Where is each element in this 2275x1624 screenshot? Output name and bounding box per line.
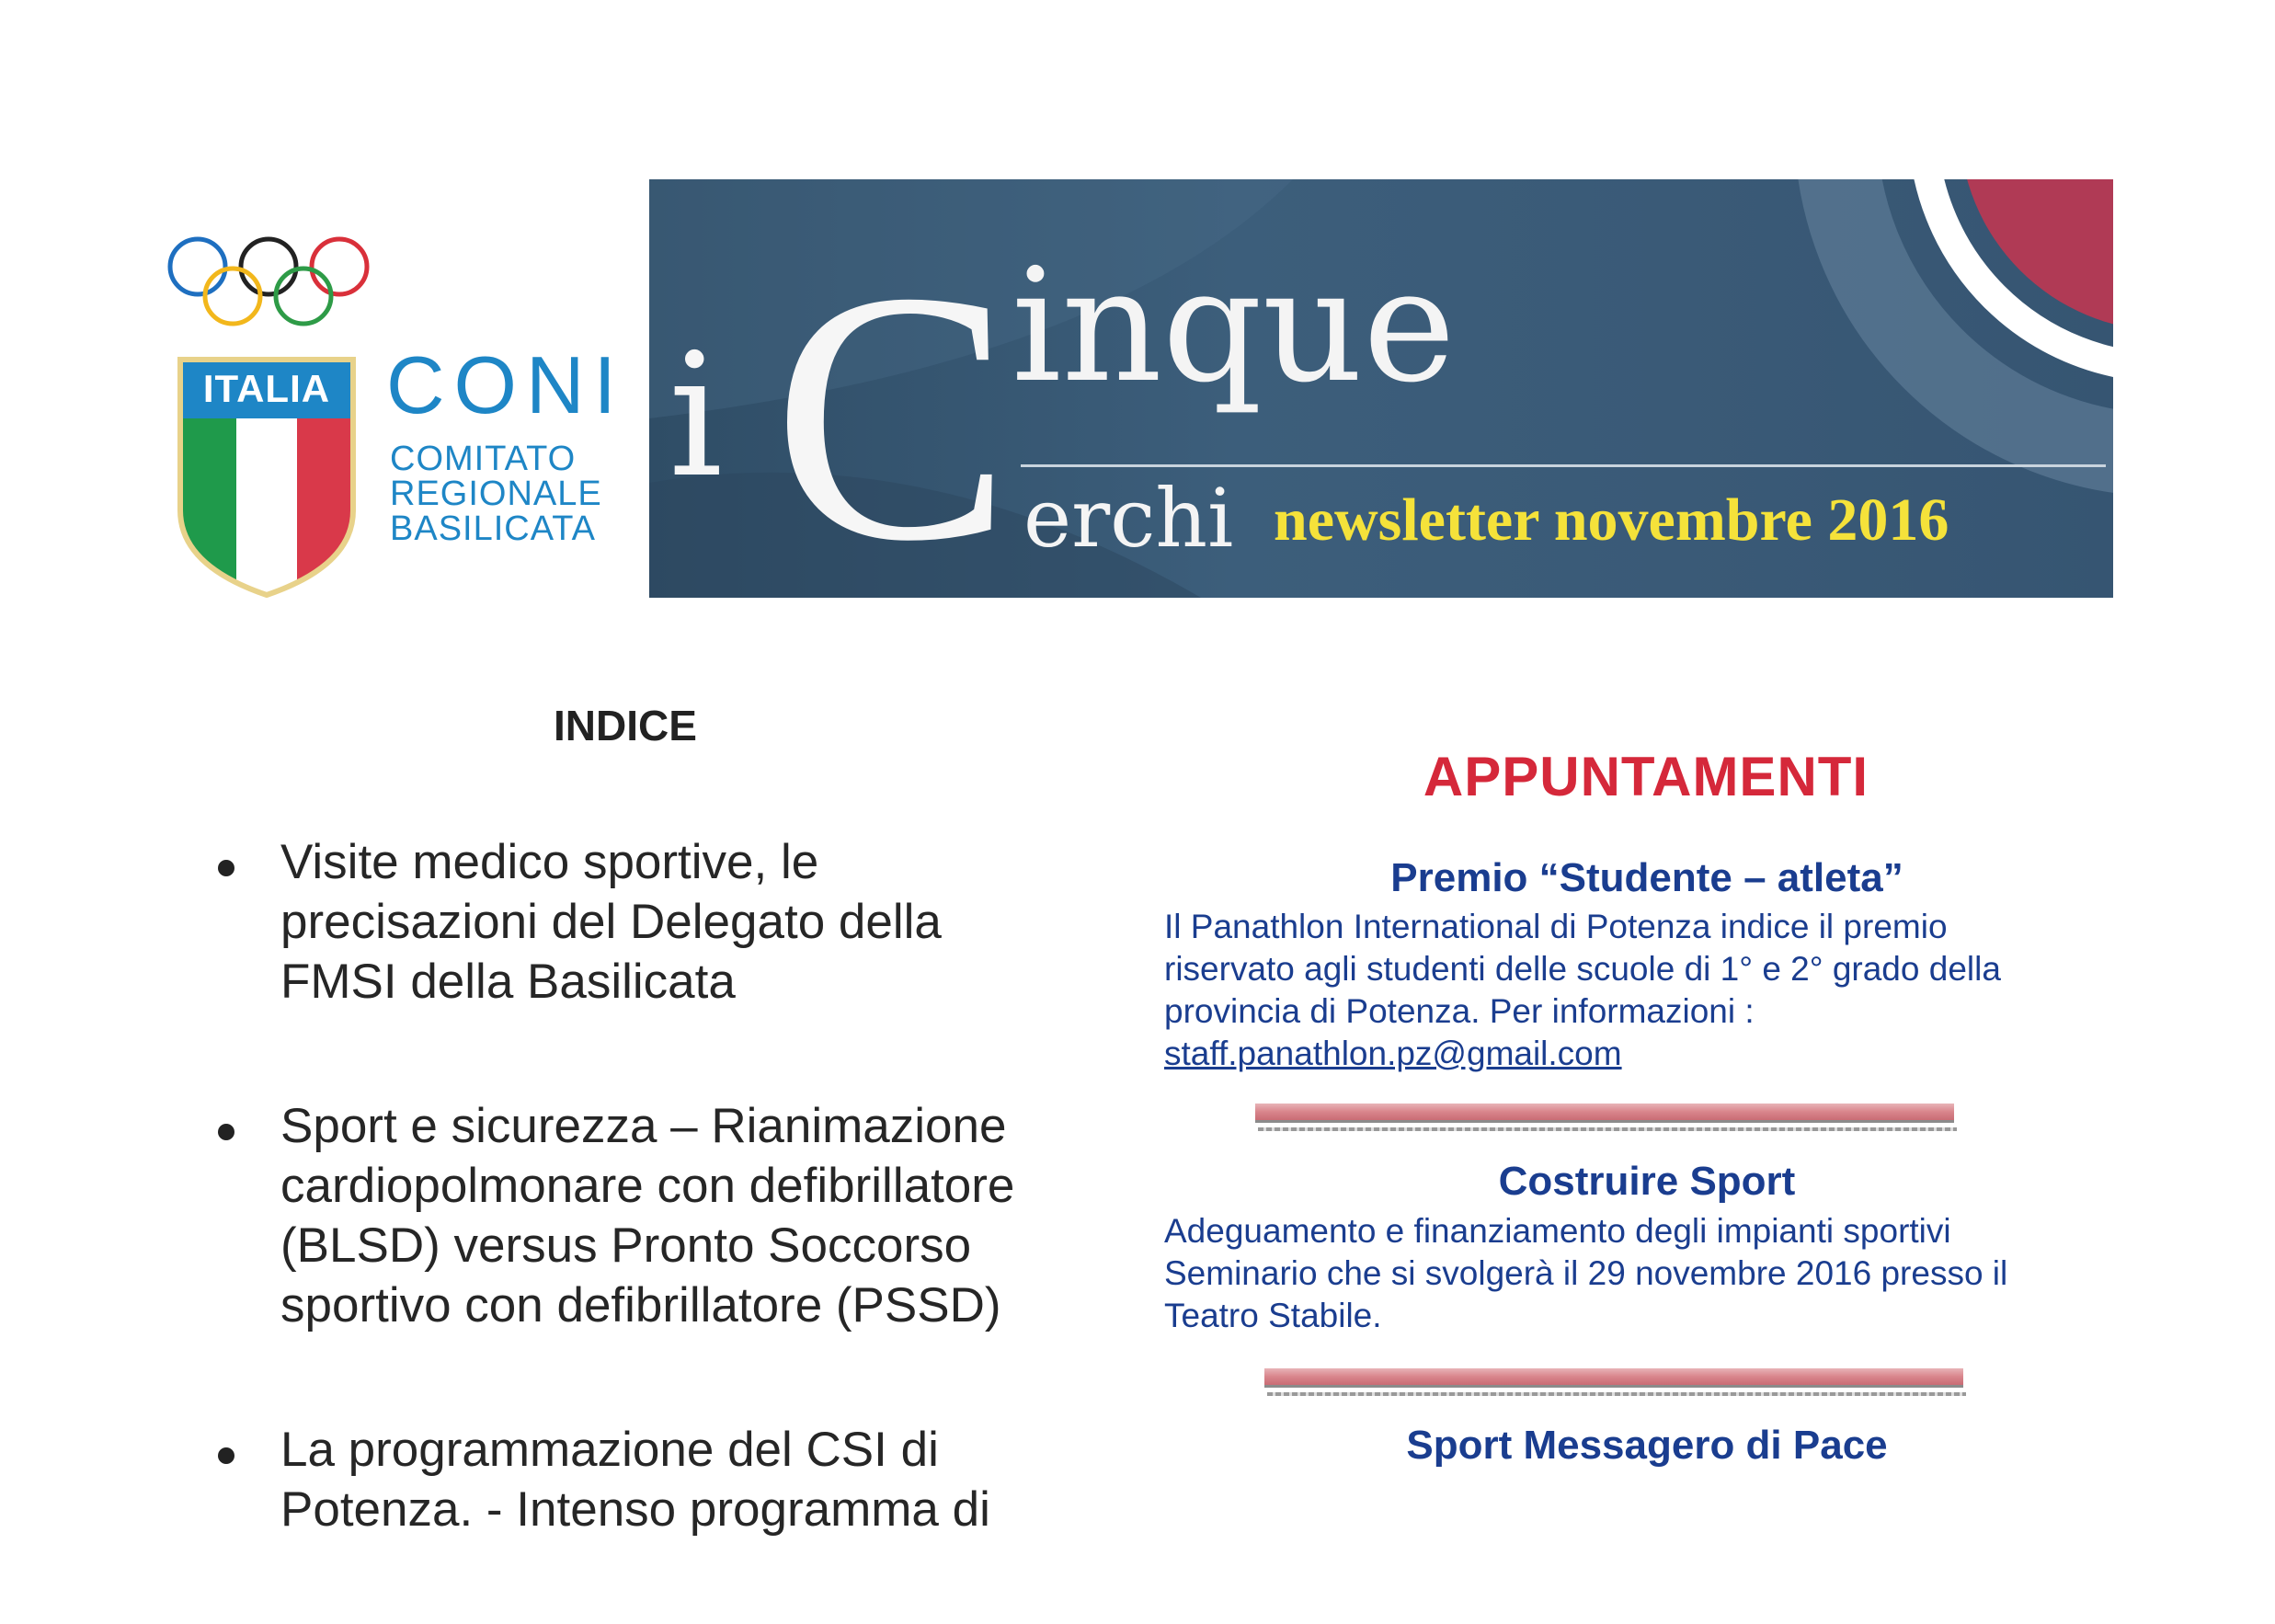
email-link[interactable]: staff.panathlon.pz@gmail.com xyxy=(1164,1035,1622,1072)
bullet-icon xyxy=(218,1124,234,1140)
index-item-text xyxy=(280,1096,1094,1335)
index-list xyxy=(211,832,1094,1624)
index-item[interactable] xyxy=(211,1420,1094,1539)
index-line: La programmazione del CSI di xyxy=(280,1423,939,1477)
olympic-rings-icon xyxy=(166,230,377,340)
event-title: Premio “Studente – atleta” xyxy=(1390,855,1903,900)
index-line: Visite medico sportive, le xyxy=(280,835,819,889)
bullet-icon xyxy=(218,860,234,876)
event-line: Adeguamento e finanziamento degli impianti sportivi xyxy=(1164,1212,1951,1250)
bullet-icon xyxy=(218,1447,234,1464)
index-line: cardiopolmonare con defibrillatore xyxy=(280,1159,1015,1213)
index-item-text xyxy=(280,832,1094,1012)
event-line: riservato agli studenti delle scuole di 1° e 2° grado della xyxy=(1164,950,2001,988)
event-line: provincia di Potenza. Per informazioni : xyxy=(1164,992,1755,1030)
org-sub-line-1: COMITATO xyxy=(390,440,577,478)
banner-rule xyxy=(1021,464,2106,467)
event-line: Il Panathlon International di Potenza indice il premio xyxy=(1164,908,1948,945)
index-line: Potenza. - Intenso programma di xyxy=(280,1482,990,1537)
index-line: sportivo con defibrillatore (PSSD) xyxy=(280,1278,1001,1332)
index-item[interactable] xyxy=(211,1096,1094,1335)
shield-country-label: ITALIA xyxy=(202,367,331,410)
event-title: Sport Messagero di Pace xyxy=(1406,1423,1888,1468)
section-divider-shadow xyxy=(1258,1127,1957,1131)
index-line: (BLSD) versus Pronto Soccorso xyxy=(280,1218,972,1273)
index-line: FMSI della Basilicata xyxy=(280,955,736,1009)
banner-letter-c: C xyxy=(772,218,1012,615)
banner-inque: inque xyxy=(1012,235,1456,417)
index-item[interactable] xyxy=(211,832,1094,1012)
org-sub-line-3: BASILICATA xyxy=(390,509,596,548)
banner-letter-i: i xyxy=(669,316,724,515)
index-title: INDICE xyxy=(554,702,697,749)
appointments-title: APPUNTAMENTI xyxy=(1423,746,1869,807)
event-line: Seminario che si svolgerà il 29 novembre 2016 presso il xyxy=(1164,1254,2008,1292)
italia-shield-logo xyxy=(175,354,359,598)
index-line: Sport e sicurezza – Rianimazione xyxy=(280,1099,1007,1153)
index-line: precisazioni del Delegato della xyxy=(280,895,942,949)
org-sub-line-2: REGIONALE xyxy=(390,475,602,513)
index-item-text xyxy=(280,1420,1094,1539)
event-description xyxy=(1164,906,2125,1075)
event-line: Teatro Stabile. xyxy=(1164,1297,1382,1334)
banner-newsletter-date: newsletter novembre 2016 xyxy=(1274,486,1949,554)
event-description xyxy=(1164,1210,2125,1337)
banner-erchi: erchi xyxy=(1023,471,1234,566)
org-name: CONI xyxy=(386,339,625,430)
event-title: Costruire Sport xyxy=(1498,1159,1796,1204)
section-divider xyxy=(1255,1104,1954,1123)
section-divider xyxy=(1264,1368,1963,1388)
section-divider-shadow xyxy=(1267,1392,1966,1396)
